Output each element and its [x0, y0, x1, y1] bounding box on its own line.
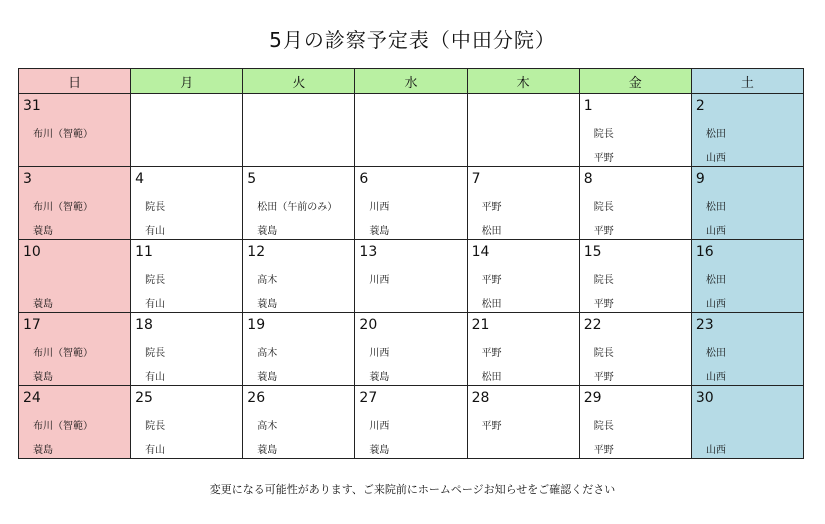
weekday-header-row — [19, 69, 804, 94]
calendar-day-cell — [579, 167, 691, 240]
doctor-line-1: 院長 — [593, 129, 614, 140]
day-number: 19 — [247, 317, 266, 333]
day-number: 25 — [135, 390, 153, 406]
calendar-day-cell — [243, 386, 355, 459]
calendar-day-cell — [243, 94, 355, 167]
day-number: 5 — [247, 171, 257, 187]
day-number: 11 — [135, 244, 153, 260]
doctor-line-1: 川西 — [369, 348, 390, 359]
day-number: 23 — [695, 317, 714, 333]
doctor-line-2: 松田 — [481, 226, 502, 237]
calendar-day-cell — [691, 313, 803, 386]
doctor-line-2: 山西 — [705, 299, 726, 310]
doctor-line-2: 有山 — [145, 226, 166, 237]
day-number: 9 — [695, 171, 705, 187]
doctor-line-2: 蓑島 — [33, 372, 53, 383]
doctor-line-2: 山西 — [705, 226, 726, 237]
day-number: 13 — [359, 244, 378, 260]
calendar-week-row — [19, 240, 804, 313]
day-number: 2 — [695, 98, 705, 114]
doctor-line-1: 川西 — [369, 421, 390, 432]
doctor-line-1: 平野 — [481, 275, 502, 286]
doctor-line-1: 高木 — [257, 275, 278, 286]
calendar-day-cell — [691, 386, 803, 459]
calendar-day-cell — [243, 240, 355, 313]
calendar-day-cell — [467, 386, 579, 459]
doctor-line-2: 蓑島 — [33, 445, 53, 456]
calendar-day-cell — [243, 313, 355, 386]
notice-text: 変更になる可能性があります、ご来院前にホームページお知らせをご確認ください — [209, 483, 616, 496]
calendar-day-cell — [131, 167, 243, 240]
calendar-day-cell — [467, 313, 579, 386]
doctor-line-2: 平野 — [593, 226, 614, 237]
doctor-line-2: 松田 — [481, 299, 502, 310]
doctor-line-1: 布川（智範） — [33, 129, 93, 140]
doctor-line-2: 蓑島 — [257, 445, 278, 456]
weekday-monday: 月 — [131, 69, 243, 94]
calendar-day-cell — [19, 167, 131, 240]
doctor-line-2: 平野 — [593, 153, 614, 164]
calendar-day-cell — [19, 240, 131, 313]
doctor-line-2: 有山 — [145, 445, 166, 456]
doctor-line-1: 院長 — [593, 348, 614, 359]
doctor-line-2: 蓑島 — [369, 226, 390, 237]
day-number: 16 — [695, 244, 714, 260]
day-number: 10 — [23, 244, 41, 260]
calendar-day-cell — [19, 94, 131, 167]
doctor-line-1: 院長 — [593, 275, 614, 286]
calendar-day-cell — [579, 313, 691, 386]
day-number: 7 — [471, 171, 481, 187]
calendar-week-row — [19, 313, 804, 386]
calendar-day-cell — [691, 167, 803, 240]
day-number: 22 — [583, 317, 602, 333]
calendar-day-cell — [579, 240, 691, 313]
doctor-line-1: 川西 — [369, 202, 390, 213]
calendar-day-cell — [355, 240, 467, 313]
doctor-line-2: 蓑島 — [369, 372, 390, 383]
day-number: 27 — [359, 390, 378, 406]
day-number: 3 — [23, 171, 32, 187]
doctor-line-1: 院長 — [145, 421, 166, 432]
doctor-line-1: 松田 — [705, 348, 726, 359]
calendar-day-cell — [131, 386, 243, 459]
day-number: 30 — [695, 390, 714, 406]
day-number: 31 — [23, 98, 41, 114]
doctor-line-2: 平野 — [593, 372, 614, 383]
day-number: 15 — [583, 244, 602, 260]
calendar-week-row — [19, 386, 804, 459]
calendar-day-cell — [467, 167, 579, 240]
doctor-line-1: 松田 — [705, 275, 726, 286]
doctor-line-1: 松田（午前のみ） — [257, 202, 338, 213]
weekday-thursday: 木 — [467, 69, 579, 94]
day-number: 24 — [23, 390, 41, 406]
doctor-line-1: 布川（智範） — [33, 421, 93, 432]
weekday-saturday: 土 — [691, 69, 803, 94]
day-number: 17 — [23, 317, 41, 333]
day-number: 20 — [359, 317, 378, 333]
calendar-day-cell — [467, 94, 579, 167]
doctor-line-1: 院長 — [145, 202, 166, 213]
doctor-line-1: 川西 — [369, 275, 390, 286]
calendar-day-cell — [355, 167, 467, 240]
doctor-line-2: 蓑島 — [33, 226, 53, 237]
day-number: 29 — [583, 390, 602, 406]
calendar-day-cell — [579, 94, 691, 167]
doctor-line-2: 山西 — [705, 153, 726, 164]
calendar-day-cell — [355, 313, 467, 386]
doctor-line-1: 院長 — [593, 421, 614, 432]
calendar-day-cell — [579, 386, 691, 459]
calendar-day-cell — [467, 240, 579, 313]
calendar-day-cell — [19, 313, 131, 386]
doctor-line-2: 蓑島 — [257, 372, 278, 383]
doctor-line-2: 有山 — [145, 372, 166, 383]
doctor-line-2: 平野 — [593, 299, 614, 310]
doctor-line-1: 平野 — [481, 202, 502, 213]
doctor-line-2: 平野 — [593, 445, 614, 456]
calendar-day-cell — [355, 386, 467, 459]
calendar-day-cell — [131, 313, 243, 386]
doctor-line-1: 高木 — [257, 348, 278, 359]
day-number: 6 — [359, 171, 369, 187]
day-number: 21 — [471, 317, 490, 333]
weekday-wednesday: 水 — [355, 69, 467, 94]
doctor-line-1: 院長 — [593, 202, 614, 213]
day-number: 28 — [471, 390, 490, 406]
doctor-line-1: 院長 — [145, 275, 166, 286]
doctor-line-1: 松田 — [705, 129, 726, 140]
day-number: 14 — [471, 244, 490, 260]
doctor-line-1: 布川（智範） — [33, 202, 93, 213]
doctor-line-1: 布川（智範） — [33, 348, 93, 359]
doctor-line-2: 蓑島 — [33, 299, 53, 310]
doctor-line-2: 山西 — [705, 372, 726, 383]
calendar-day-cell — [691, 240, 803, 313]
calendar-week-row — [19, 167, 804, 240]
doctor-line-1: 松田 — [705, 202, 726, 213]
doctor-line-2: 蓑島 — [257, 299, 278, 310]
day-number: 26 — [247, 390, 266, 406]
doctor-line-2: 松田 — [481, 372, 502, 383]
weekday-sunday: 日 — [19, 69, 131, 94]
doctor-line-1: 高木 — [257, 421, 278, 432]
day-number: 4 — [135, 171, 145, 187]
doctor-line-2: 蓑島 — [369, 445, 390, 456]
schedule-calendar — [18, 68, 804, 459]
calendar-day-cell — [355, 94, 467, 167]
weekday-tuesday: 火 — [243, 69, 355, 94]
calendar-day-cell — [243, 167, 355, 240]
doctor-line-1: 院長 — [145, 348, 166, 359]
weekday-friday: 金 — [579, 69, 691, 94]
calendar-day-cell — [691, 94, 803, 167]
doctor-line-2: 有山 — [145, 299, 166, 310]
calendar-day-cell — [131, 240, 243, 313]
day-number: 12 — [247, 244, 266, 260]
doctor-line-1: 平野 — [481, 421, 502, 432]
day-number: 1 — [583, 98, 593, 114]
day-number: 8 — [583, 171, 593, 187]
doctor-line-2: 山西 — [705, 445, 726, 456]
calendar-day-cell — [19, 386, 131, 459]
day-number: 18 — [135, 317, 153, 333]
calendar-day-cell — [131, 94, 243, 167]
doctor-line-2: 蓑島 — [257, 226, 278, 237]
doctor-line-1: 平野 — [481, 348, 502, 359]
calendar-week-row — [19, 94, 804, 167]
page-title: 5月の診察予定表（中田分院） — [269, 28, 556, 52]
